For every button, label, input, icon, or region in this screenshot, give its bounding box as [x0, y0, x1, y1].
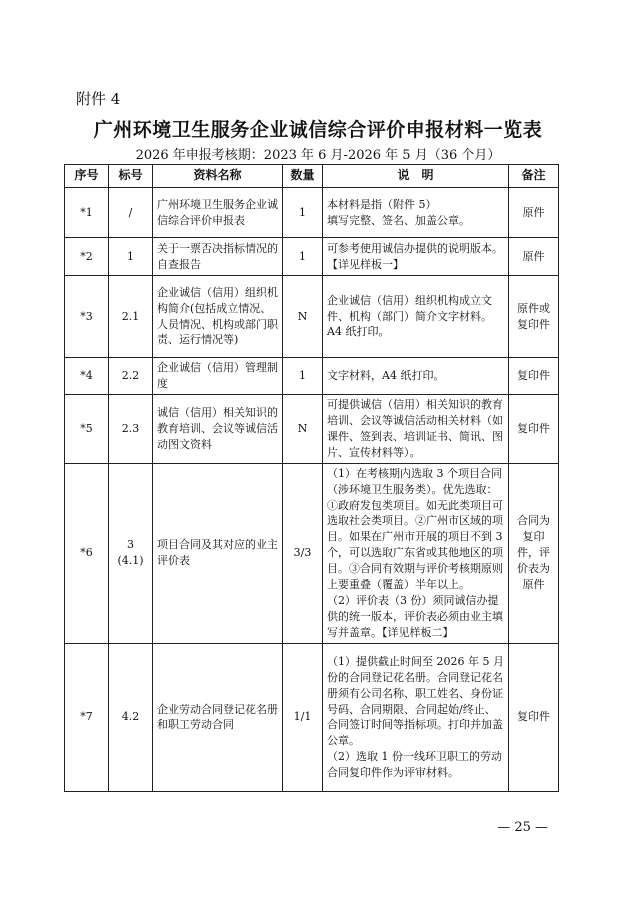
table-row	[65, 238, 559, 276]
attachment-label: 附件 4	[76, 90, 121, 108]
cell-note: 复印件	[509, 358, 559, 395]
header-qty: 数量	[283, 165, 323, 188]
header-name: 资料名称	[153, 165, 283, 188]
cell-qty: 1	[283, 358, 323, 395]
cell-desc: 可提供诚信（信用）相关知识的教育培训、会议等诚信活动相关材料（如课件、签到表、培训证书、简讯、图片、宣传材料等）。	[323, 394, 509, 463]
document-subtitle: 2026 年申报考核期：2023 年 6 月-2026 年 5 月（36 个月）	[135, 148, 501, 163]
cell-desc: 企业诚信（信用）组织机构成立文件、机构（部门）简介文字材料。A4 纸打印。	[323, 276, 509, 358]
cell-seq: *5	[65, 394, 109, 463]
cell-note: 原件	[509, 238, 559, 276]
cell-qty: N	[283, 276, 323, 358]
header-desc: 说 明	[323, 165, 509, 188]
materials-table	[64, 164, 559, 792]
document-title: 广州环境卫生服务企业诚信综合评价申报材料一览表	[93, 119, 543, 141]
cell-seq: *4	[65, 358, 109, 395]
cell-name: 关于一票否决指标情况的自查报告	[153, 238, 283, 276]
header-code: 标号	[109, 165, 153, 188]
cell-qty: 3/3	[283, 463, 323, 643]
cell-code: 2.1	[109, 276, 153, 358]
cell-note: 合同为复印件，评价表为原件	[509, 463, 559, 643]
cell-qty: 1	[283, 188, 323, 238]
cell-desc: 文字材料，A4 纸打印。	[323, 358, 509, 395]
cell-note: 复印件	[509, 643, 559, 791]
cell-name: 企业诚信（信用）管理制度	[153, 358, 283, 395]
cell-seq: *1	[65, 188, 109, 238]
table-row	[65, 188, 559, 238]
cell-note: 原件	[509, 188, 559, 238]
table-row	[65, 358, 559, 395]
cell-seq: *2	[65, 238, 109, 276]
cell-code: 1	[109, 238, 153, 276]
cell-code: 4.2	[109, 643, 153, 791]
cell-qty: N	[283, 394, 323, 463]
table-header-row	[65, 165, 559, 188]
cell-desc: 本材料是指（附件 5） 填写完整、签名、加盖公章。	[323, 188, 509, 238]
cell-code: 2.3	[109, 394, 153, 463]
cell-qty: 1/1	[283, 643, 323, 791]
cell-name: 项目合同及其对应的业主评价表	[153, 463, 283, 643]
table-row	[65, 276, 559, 358]
cell-name: 企业劳动合同登记花名册和职工劳动合同	[153, 643, 283, 791]
cell-qty: 1	[283, 238, 323, 276]
header-seq: 序号	[65, 165, 109, 188]
table-row	[65, 394, 559, 463]
cell-desc: （1）提供截止时间至 2026 年 5 月份的合同登记花名册。合同登记花名册须有公司名称、职工姓名、身份证号码、合同期限、合同起始/终止、合同签订时间等指标项。打印并加盖公章。 （2）选取 1 份一线环卫职工的劳动合同复印件作为评审材料。	[323, 643, 509, 791]
cell-code: 3 (4.1)	[109, 463, 153, 643]
cell-desc: 可参考使用诚信办提供的说明版本。【详见样板一】	[323, 238, 509, 276]
table-row	[65, 463, 559, 643]
cell-desc: （1）在考核期内选取 3 个项目合同（涉环境卫生服务类）。优先选取：①政府发包类项目。如无此类项目可选取社会类项目。②广州市区域的项目。如果在广州市开展的项目不到 3 个，可以选取广东省或其他地区的项目。③合同有效期与评价考核期原则上要重叠（覆盖）半年以上。 （2）评价表（3 份）须同诚信办提供的统一版本，评价表必须由业主填写并盖章。【详见样板二】	[323, 463, 509, 643]
cell-seq: *7	[65, 643, 109, 791]
table-row	[65, 643, 559, 791]
cell-seq: *6	[65, 463, 109, 643]
cell-name: 广州环境卫生服务企业诚信综合评价申报表	[153, 188, 283, 238]
cell-name: 企业诚信（信用）组织机构简介(包括成立情况、人员情况、机构或部门职责、运行情况等)	[153, 276, 283, 358]
page-number: — 25 —	[497, 820, 548, 835]
cell-note: 原件或复印件	[509, 276, 559, 358]
cell-code: 2.2	[109, 358, 153, 395]
cell-name: 诚信（信用）相关知识的教育培训、会议等诚信活动图文资料	[153, 394, 283, 463]
header-note: 备注	[509, 165, 559, 188]
cell-note: 复印件	[509, 394, 559, 463]
cell-code: /	[109, 188, 153, 238]
cell-seq: *3	[65, 276, 109, 358]
